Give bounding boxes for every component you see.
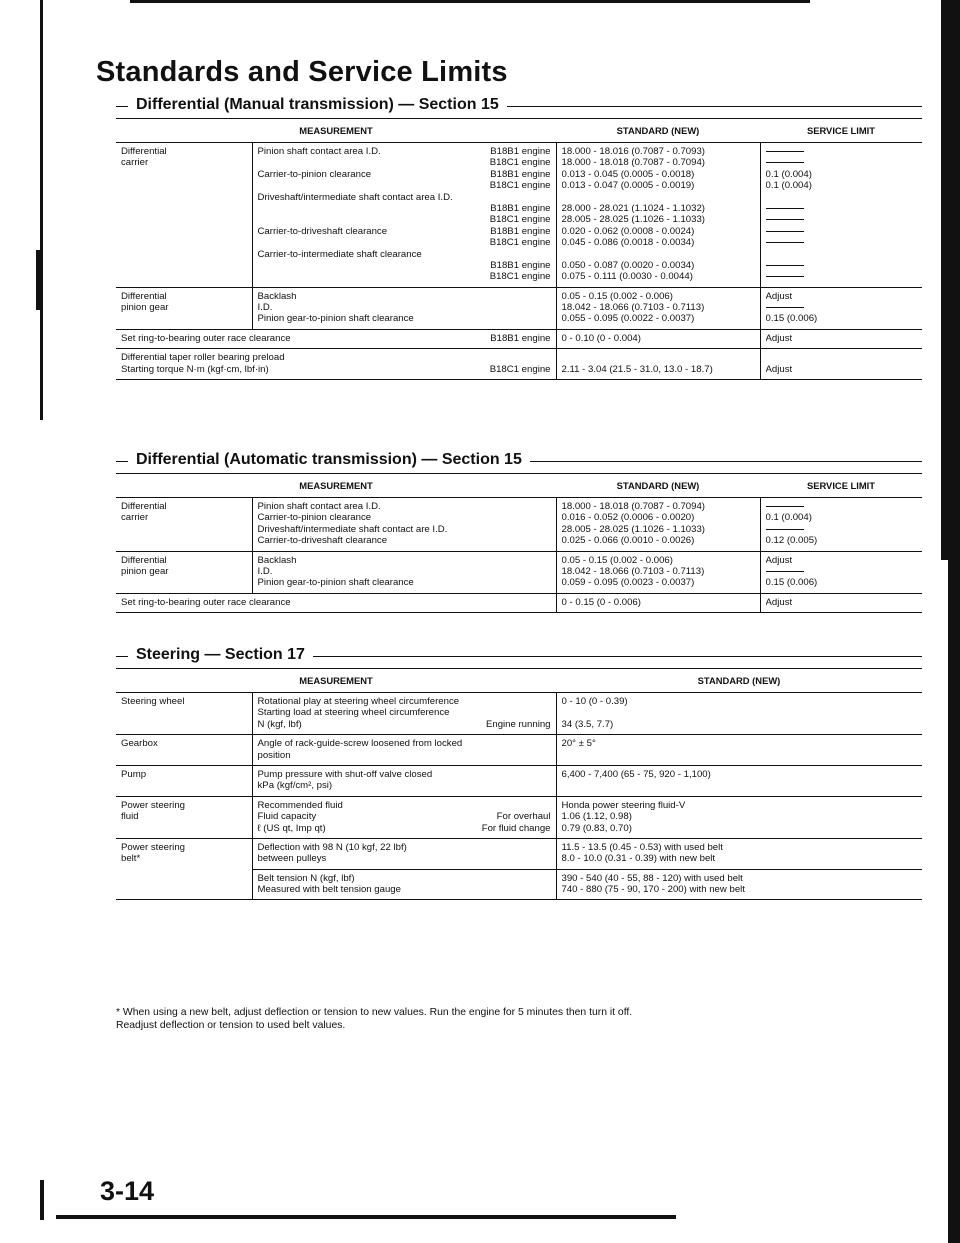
measure-cell: [116, 593, 556, 612]
standard-value: 18.042 - 18.066 (0.7103 - 0.7113): [561, 565, 705, 577]
standard-value: 20° ± 5°: [561, 738, 596, 750]
standard-value: [562, 750, 918, 761]
limit-dash: [766, 226, 918, 237]
manual-section-title: Differential (Manual transmission) — Section 15: [136, 96, 507, 114]
engine-condition: [545, 291, 551, 302]
measure-cell: [252, 869, 556, 900]
measure-text: I.D.: [257, 302, 273, 314]
measure-text: Carrier-to-pinion clearance: [257, 168, 372, 180]
limit-value: [766, 249, 918, 260]
standard-value: 0.05 - 0.15 (0.002 - 0.006): [561, 290, 673, 302]
spec-row: [116, 869, 922, 900]
standard-value: 0.013 - 0.045 (0.0005 - 0.0018): [561, 168, 695, 180]
group-label: Power steering: [121, 799, 185, 811]
limit-dash: [766, 203, 918, 214]
limit-value: [766, 192, 918, 203]
limit-value: 0.15 (0.006): [765, 313, 818, 325]
measure-line: [258, 249, 551, 260]
measure-line: Differential taper roller bearing preload: [121, 352, 285, 364]
measure-line: [258, 884, 551, 895]
engine-condition: For overhaul: [496, 811, 551, 823]
standard-value: 28.005 - 28.025 (1.1026 - 1.1033): [561, 523, 705, 535]
limit-value: [766, 352, 918, 363]
group-cell: [116, 765, 252, 796]
footnote-line: Readjust deflection or tension to used belt values.: [116, 1020, 346, 1031]
measure-line: [258, 811, 551, 822]
page-number: 3-14: [100, 1176, 155, 1206]
limit-cell: [760, 551, 922, 593]
standard-value: 28.005 - 28.025 (1.1026 - 1.1033): [561, 214, 705, 226]
header-standard: STANDARD (NEW): [556, 669, 922, 693]
limit-dash: [766, 501, 918, 512]
measure-text: Pump pressure with shut-off valve closed: [257, 768, 433, 780]
engine-condition: B18B1 engine: [490, 168, 551, 180]
page-edge-left-mark: [36, 250, 41, 310]
measure-line: [258, 237, 551, 248]
standard-value: 0.050 - 0.087 (0.0020 - 0.0034): [561, 259, 695, 271]
measure-text: Carrier-to-intermediate shaft clearance: [257, 248, 422, 260]
engine-condition: Engine running: [485, 718, 551, 730]
group-cell: [116, 287, 252, 329]
standard-value: Honda power steering fluid-V: [561, 799, 686, 811]
steering-section: [110, 646, 922, 900]
measure-text: Carrier-to-pinion clearance: [257, 512, 372, 524]
limit-dash: [766, 146, 918, 157]
standard-cell: [556, 329, 760, 348]
standard-cell: [556, 143, 760, 288]
measure-text: position: [257, 749, 291, 761]
page-edge-bottom: [56, 1215, 676, 1219]
standard-cell: [556, 593, 760, 612]
spec-row: [116, 735, 922, 766]
automatic-section: [110, 451, 922, 613]
measure-line: [258, 707, 551, 718]
measure-line: [258, 157, 551, 168]
standard-value: 0.013 - 0.047 (0.0005 - 0.0019): [561, 180, 695, 192]
manual-section: [110, 96, 922, 380]
limit-cell: [760, 593, 922, 612]
header-measurement: MEASUREMENT: [116, 474, 556, 498]
measure-line: [258, 146, 551, 157]
standard-value: 0.045 - 0.086 (0.0018 - 0.0034): [561, 237, 695, 249]
measure-cell: [252, 838, 556, 869]
engine-condition: [545, 780, 551, 791]
measure-line: [258, 769, 551, 780]
standard-value: 0.79 (0.83, 0.70): [561, 822, 632, 834]
measure-text: Measured with belt tension gauge: [257, 884, 401, 896]
group-label: carrier: [121, 157, 149, 169]
measure-text: Pinion gear-to-pinion shaft clearance: [257, 577, 414, 589]
measure-line: [258, 302, 551, 313]
automatic-section-title: Differential (Automatic transmission) — Section 15: [136, 451, 530, 469]
limit-value: 0.1 (0.004): [765, 180, 812, 192]
measure-line: [121, 364, 551, 375]
measure-text: ℓ (US qt, Imp qt): [257, 822, 326, 834]
group-label: Differential: [121, 290, 167, 302]
measure-text: Pinion shaft contact area I.D.: [257, 501, 381, 512]
measure-line: [258, 169, 551, 180]
standard-value: 18.000 - 18.016 (0.7087 - 0.7093): [561, 146, 705, 157]
engine-condition: [545, 192, 551, 203]
steering-spec-table: [116, 668, 922, 900]
measure-cell: [252, 143, 556, 288]
steering-section-heading: [110, 646, 922, 668]
standard-value: 390 - 540 (40 - 55, 88 - 120) with used belt: [561, 872, 743, 884]
group-label: belt*: [121, 853, 141, 865]
measure-line: [258, 696, 551, 707]
measure-text: Fluid capacity: [257, 811, 317, 823]
measure-text: Driveshaft/intermediate shaft contact are I.D.: [257, 523, 448, 535]
page-edge-top: [130, 0, 810, 3]
measure-cell: [116, 329, 556, 348]
spec-row: [116, 349, 922, 380]
standard-value: 18.000 - 18.018 (0.7087 - 0.7094): [561, 157, 705, 169]
group-label: Differential: [121, 501, 167, 512]
measure-text: Recommended fluid: [257, 799, 343, 811]
limit-value: Adjust: [765, 290, 793, 302]
group-label: pinion gear: [121, 565, 169, 577]
standard-value: 34 (3.5, 7.7): [561, 718, 614, 730]
limit-cell: [760, 287, 922, 329]
measure-line: [258, 780, 551, 791]
limit-value: 0.1 (0.004): [765, 168, 812, 180]
spec-row: [116, 329, 922, 348]
standard-value: 0.05 - 0.15 (0.002 - 0.006): [561, 554, 673, 566]
standard-value: [562, 707, 918, 718]
measure-line: [258, 260, 551, 271]
standard-cell: [556, 693, 922, 735]
standard-value: 1.06 (1.12, 0.98): [561, 811, 632, 823]
measure-text: N (kgf, lbf): [257, 718, 302, 730]
group-cell: [116, 838, 252, 869]
engine-condition: B18C1 engine: [489, 237, 551, 249]
spec-row: [116, 838, 922, 869]
engine-condition: [545, 842, 551, 853]
engine-condition: [545, 738, 551, 749]
standard-value: 0 - 10 (0 - 0.39): [561, 696, 628, 707]
engine-condition: B18B1 engine: [490, 202, 551, 214]
standard-cell: [556, 735, 922, 766]
engine-condition: B18C1 engine: [489, 214, 551, 226]
limit-cell: [760, 329, 922, 348]
engine-condition: [545, 769, 551, 780]
standard-value: 18.042 - 18.066 (0.7103 - 0.7113): [561, 302, 705, 314]
spec-row: [116, 498, 922, 552]
limit-dash: [766, 566, 918, 577]
automatic-spec-table: [116, 473, 922, 613]
measure-text: Backlash: [257, 554, 297, 566]
measure-line: [258, 719, 551, 730]
measure-line: [258, 271, 551, 282]
engine-condition: [545, 313, 551, 324]
group-cell: [116, 143, 252, 288]
page-edge-left: [40, 0, 43, 420]
measure-text: Carrier-to-driveshaft clearance: [257, 225, 388, 237]
limit-dash: [766, 260, 918, 271]
measure-text: Backlash: [257, 290, 297, 302]
engine-condition: [545, 696, 551, 707]
standard-value: 2.11 - 3.04 (21.5 - 31.0, 13.0 - 18.7): [561, 363, 713, 375]
footnote-line: * When using a new belt, adjust deflection or tension to new values. Run the engine for 5 minutes then turn it off.: [116, 1007, 633, 1018]
limit-value: Adjust: [765, 363, 793, 375]
limit-value: Adjust: [765, 554, 793, 566]
standard-cell: [556, 765, 922, 796]
measure-line: [258, 853, 551, 864]
limit-cell: [760, 498, 922, 552]
group-label: Power steering: [121, 841, 185, 853]
standard-value: 0.020 - 0.062 (0.0008 - 0.0024): [561, 225, 695, 237]
standard-value: 0.059 - 0.095 (0.0023 - 0.0037): [561, 577, 695, 589]
group-label: Differential: [121, 146, 167, 157]
engine-condition: [545, 853, 551, 864]
standard-cell: [556, 551, 760, 593]
standard-value: 740 - 880 (75 - 90, 170 - 200) with new belt: [561, 884, 745, 896]
group-cell: [116, 498, 252, 552]
standard-value: 6,400 - 7,400 (65 - 75, 920 - 1,100): [561, 768, 711, 780]
engine-condition: B18B1 engine: [490, 332, 551, 344]
measure-line: [258, 192, 551, 203]
limit-dash: [766, 524, 918, 535]
measure-text: Belt tension N (kgf, lbf): [257, 872, 355, 884]
measure-cell: [116, 349, 556, 380]
engine-condition: [545, 302, 551, 313]
engine-condition: [545, 750, 551, 761]
measure-line: [258, 291, 551, 302]
spec-row: [116, 796, 922, 838]
spec-row: [116, 143, 922, 288]
standard-value: 11.5 - 13.5 (0.45 - 0.53) with used belt: [561, 841, 723, 853]
standard-value: 0.016 - 0.052 (0.0006 - 0.0020): [561, 512, 695, 524]
measure-text: Set ring-to-bearing outer race clearance: [121, 332, 291, 344]
group-label: pinion gear: [121, 302, 169, 314]
header-standard: STANDARD (NEW): [556, 119, 760, 143]
spec-row: [116, 693, 922, 735]
measure-text: I.D.: [257, 565, 273, 577]
limit-value: 0.15 (0.006): [765, 577, 818, 589]
standard-cell: [556, 287, 760, 329]
limit-cell: [760, 349, 922, 380]
measure-text: Starting load at steering wheel circumference: [257, 707, 450, 719]
limit-dash: [766, 214, 918, 225]
measure-line: [258, 800, 551, 811]
measure-line: [258, 180, 551, 191]
standard-value: 0 - 0.10 (0 - 0.004): [561, 332, 641, 344]
measure-line: [121, 333, 551, 344]
group-label: fluid: [121, 811, 139, 823]
measure-line: [258, 313, 551, 324]
engine-condition: [545, 800, 551, 811]
measure-line: [258, 738, 551, 749]
measure-cell: [252, 287, 556, 329]
standard-value: [562, 352, 755, 363]
group-label: Gearbox: [121, 738, 158, 750]
spec-row: [116, 287, 922, 329]
spec-row: [116, 551, 922, 593]
measure-line: [258, 203, 551, 214]
spec-row: [116, 765, 922, 796]
header-standard: STANDARD (NEW): [556, 474, 760, 498]
limit-value: 0.1 (0.004): [765, 512, 812, 524]
measure-text: Carrier-to-driveshaft clearance: [257, 535, 388, 547]
engine-condition: B18C1 engine: [489, 271, 551, 283]
standard-value: [562, 192, 755, 203]
limit-dash: [766, 302, 918, 313]
standard-cell: [556, 869, 922, 900]
limit-value: Adjust: [765, 332, 793, 344]
engine-condition: [545, 707, 551, 718]
steering-section-title: Steering — Section 17: [136, 646, 313, 664]
manual-spec-table: [116, 118, 922, 380]
group-label: Pump: [121, 768, 147, 780]
limit-dash: [766, 237, 918, 248]
standard-value: 8.0 - 10.0 (0.31 - 0.39) with new belt: [561, 853, 716, 865]
header-service-limit: SERVICE LIMIT: [760, 119, 922, 143]
group-cell: [116, 735, 252, 766]
page-edge-bottom-left: [40, 1180, 44, 1220]
limit-cell: [760, 143, 922, 288]
measure-text: Rotational play at steering wheel circumference: [257, 696, 460, 707]
standard-value: 0 - 0.15 (0 - 0.006): [561, 596, 641, 608]
group-cell: [116, 869, 252, 900]
measure-line: [258, 214, 551, 225]
standard-value: 18.000 - 18.018 (0.7087 - 0.7094): [561, 501, 705, 512]
engine-condition: B18B1 engine: [490, 259, 551, 271]
header-measurement: MEASUREMENT: [116, 119, 556, 143]
page-edge-right: [941, 0, 960, 560]
footnote: [116, 1006, 632, 1032]
measure-cell: [252, 551, 556, 593]
automatic-section-heading: [110, 451, 922, 473]
engine-condition: [545, 249, 551, 260]
standard-cell: [556, 838, 922, 869]
measure-text: Set ring-to-bearing outer race clearance: [121, 596, 291, 608]
standard-value: 0.075 - 0.111 (0.0030 - 0.0044): [561, 271, 693, 283]
engine-condition: B18C1 engine: [489, 363, 551, 375]
limit-value: 0.12 (0.005): [765, 535, 818, 547]
measure-line: [258, 873, 551, 884]
engine-condition: B18B1 engine: [490, 146, 551, 157]
standard-value: [562, 249, 755, 260]
engine-condition: [545, 884, 551, 895]
measure-text: Driveshaft/intermediate shaft contact area I.D.: [257, 191, 453, 203]
standard-cell: [556, 796, 922, 838]
group-label: carrier: [121, 512, 149, 524]
group-label: [121, 872, 247, 883]
measure-cell: [252, 735, 556, 766]
engine-condition: B18C1 engine: [489, 157, 551, 169]
measure-text: Pinion shaft contact area I.D.: [257, 146, 381, 157]
measure-text: Angle of rack-guide-screw loosened from locked: [257, 738, 463, 750]
measure-line: [258, 842, 551, 853]
measure-text: Starting torque N·m (kgf·cm, lbf·in): [121, 363, 269, 375]
standard-cell: [556, 349, 760, 380]
engine-condition: B18B1 engine: [490, 225, 551, 237]
limit-dash: [766, 271, 918, 282]
standard-value: 0.055 - 0.095 (0.0022 - 0.0037): [561, 313, 695, 325]
group-cell: [116, 796, 252, 838]
engine-condition: For fluid change: [481, 822, 551, 834]
standard-value: 0.025 - 0.066 (0.0010 - 0.0026): [561, 535, 695, 547]
spec-row: [116, 593, 922, 612]
manual-section-heading: [110, 96, 922, 118]
measure-line: [258, 823, 551, 834]
header-measurement: MEASUREMENT: [116, 669, 556, 693]
page-title: Standards and Service Limits: [96, 56, 508, 88]
limit-value: Adjust: [765, 596, 793, 608]
group-cell: [116, 551, 252, 593]
group-label: Differential: [121, 554, 167, 566]
measure-cell: [252, 498, 556, 552]
measure-text: between pulleys: [257, 853, 327, 865]
standard-value: 28.000 - 28.021 (1.1024 - 1.1032): [561, 202, 705, 214]
group-label: Steering wheel: [121, 696, 185, 707]
page-edge-right-lower: [948, 560, 960, 1243]
engine-condition: B18C1 engine: [489, 180, 551, 192]
limit-dash: [766, 157, 918, 168]
engine-condition: [545, 873, 551, 884]
measure-text: Pinion gear-to-pinion shaft clearance: [257, 313, 414, 325]
measure-text: Deflection with 98 N (10 kgf, 22 lbf): [257, 841, 407, 853]
measure-cell: [252, 693, 556, 735]
standard-value: [562, 780, 918, 791]
measure-line: [258, 750, 551, 761]
standard-cell: [556, 498, 760, 552]
group-cell: [116, 693, 252, 735]
measure-text: kPa (kgf/cm², psi): [257, 780, 333, 792]
measure-line: [258, 226, 551, 237]
header-service-limit: SERVICE LIMIT: [760, 474, 922, 498]
measure-cell: [252, 796, 556, 838]
measure-cell: [252, 765, 556, 796]
